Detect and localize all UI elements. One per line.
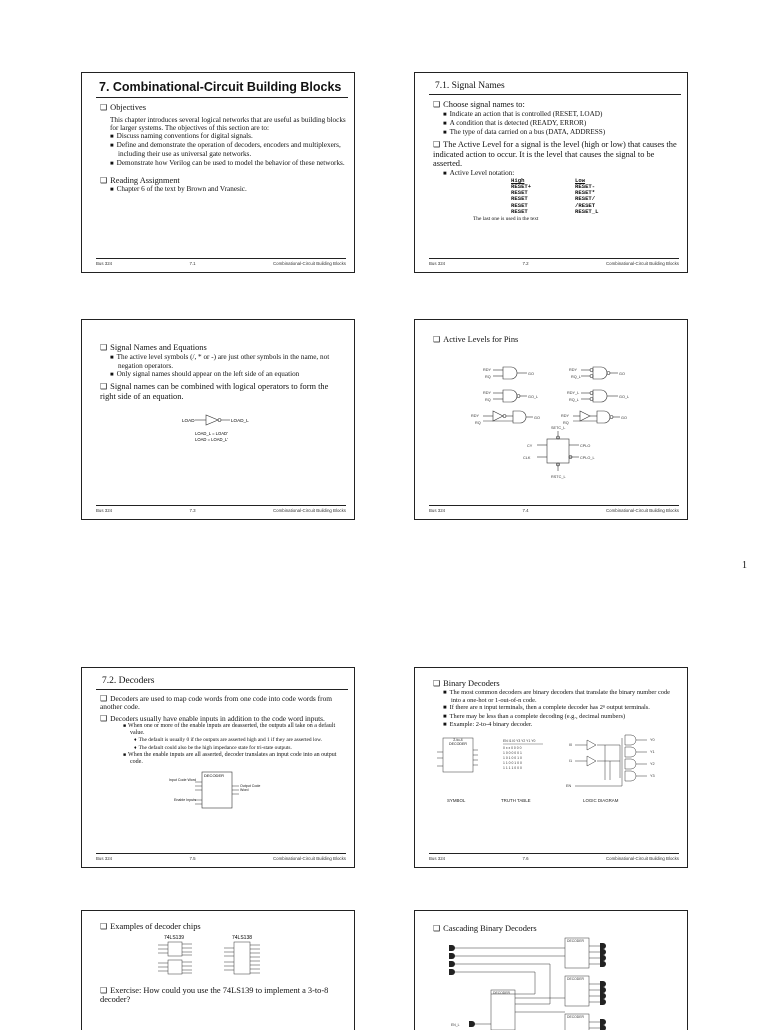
bullet: ■ The type of data carried on a bus (DATA, ADDRESS) — [433, 128, 679, 137]
pin-diagrams — [415, 347, 688, 497]
en-l-label: EN_L — [451, 1023, 460, 1027]
svg-text:I0: I0 — [569, 743, 572, 747]
slide-title: 7.2. Decoders — [102, 676, 348, 686]
caption-logic-diagram: LOGIC DIAGRAM — [583, 798, 619, 803]
chip-label-74ls138: 74LS138 — [232, 935, 252, 941]
slide-7-1 — [81, 72, 355, 273]
bullet: ■ There may be less than a complete decoding (e.g., decimal numbers) — [433, 713, 679, 721]
svg-text:Y3: Y3 — [650, 774, 655, 778]
table-note: The last one is used in the text — [473, 215, 679, 223]
and-gate — [503, 390, 517, 402]
footer-left: Bus 324 — [96, 261, 112, 266]
cell: RESET — [511, 190, 575, 196]
bullet: ■ Demonstrate how Verilog can be used to model the behavior of these networks. — [100, 159, 346, 168]
cell: /RESET — [575, 203, 625, 209]
svg-text:Y0: Y0 — [650, 738, 655, 742]
heading: ❑ Binary Decoders — [433, 679, 679, 689]
cell: RESET+ — [511, 184, 575, 190]
slide-footer — [429, 258, 679, 266]
pin-label: GO_L — [528, 395, 538, 399]
pin-label: CPLO — [580, 444, 590, 448]
block-label: DECODER — [493, 991, 511, 995]
footer-right: Combinational-Circuit Building Blocks — [606, 261, 679, 266]
objectives-heading: ❑ Objectives — [100, 103, 346, 113]
decoder-chips-figure — [82, 932, 355, 984]
slide-decoder-chips — [81, 910, 355, 1030]
truth-row: 0 x x 0 0 0 0 — [503, 746, 522, 750]
slide-7-2 — [414, 72, 688, 273]
and-gate — [625, 771, 636, 781]
pin-label: SETC_L — [551, 426, 565, 430]
page-number: 1 — [742, 560, 747, 571]
chip-box — [234, 942, 250, 974]
sub-bullet: ♦ The default is usually 0 if the outputs are asserted high and 1 if they are asserted low. — [100, 737, 346, 744]
cell: RESET — [511, 203, 575, 209]
slide-footer — [96, 258, 346, 266]
footer-right: Combinational-Circuit Building Blocks — [273, 508, 346, 513]
pin-label: RDY — [483, 368, 491, 372]
pin-label: RQ — [485, 375, 491, 379]
and-gate — [593, 367, 607, 379]
pin-label: GO — [534, 416, 540, 420]
svg-text:I1: I1 — [569, 759, 572, 763]
cell: RESET* — [575, 190, 625, 196]
bullet: ■ Only signal names should appear on the left side of an equation — [100, 370, 346, 379]
slide-footer — [96, 505, 346, 513]
block-label: DECODER — [567, 1015, 585, 1019]
pin-label: GO — [619, 372, 625, 376]
bullet: ■ Example: 2-to-4 binary decoder. — [433, 721, 679, 729]
output-label: Output Code Word — [240, 784, 262, 793]
heading: ❑ Cascading Binary Decoders — [433, 924, 679, 934]
footer-right: Combinational-Circuit Building Blocks — [273, 856, 346, 861]
equation-1: LOAD_L = LOAD' — [195, 431, 228, 436]
pin-label: CLK — [523, 456, 531, 460]
pin-label: RDY — [471, 414, 479, 418]
heading: ❑ Signal Names and Equations — [100, 343, 346, 353]
slide-number: 7.4 — [523, 508, 529, 513]
reading-heading: ❑ Reading Assignment — [100, 176, 346, 186]
and-gate — [625, 759, 636, 769]
and-gate — [625, 747, 636, 757]
heading: ❑ Decoders are used to map code words from one code into code words from another code. — [100, 695, 346, 712]
chip-box — [168, 942, 182, 956]
active-level-table — [511, 178, 679, 215]
slide-7-2-decoders — [81, 667, 355, 868]
footer-left: Bus 324 — [96, 508, 112, 513]
truth-row: 1 1 0 0 1 0 0 — [503, 761, 522, 765]
bullet: ■ A condition that is detected (READY, ERROR) — [433, 119, 679, 128]
inverter-gate — [587, 740, 596, 750]
bullet: ■ When the enable inputs are all asserted, decoder translates an input code into an output code. — [100, 752, 346, 766]
pin-label: RSTC_L — [551, 475, 566, 479]
bullet: ■ Chapter 6 of the text by Brown and Vranesic. — [100, 185, 346, 194]
heading: ❑ Signal names can be combined with logical operators to form the right side of an equation. — [100, 382, 346, 401]
bullet: ■ When one or more of the enable inputs are deasserted, the outputs all take on a default value. — [100, 723, 346, 737]
caption-truth-table: TRUTH TABLE — [501, 798, 531, 803]
slide-active-levels-pins — [414, 319, 688, 520]
heading: ❑ Examples of decoder chips — [100, 922, 346, 932]
cascading-decoders-figure — [415, 934, 688, 1030]
footer-right: Combinational-Circuit Building Blocks — [606, 508, 679, 513]
cell: RESET- — [575, 184, 625, 190]
slide-cascading-decoders — [414, 910, 688, 1030]
slide-footer — [96, 853, 346, 861]
buffer-diagram — [82, 405, 355, 455]
and-gate — [597, 411, 610, 423]
and-gate — [503, 367, 517, 379]
intro-text: This chapter introduces several logical networks that are useful as building blocks for larger systems. The objectives of this section are to: — [100, 116, 346, 132]
cell: RESET_L — [575, 209, 625, 215]
slide-number: 7.6 — [523, 856, 529, 861]
pin-label: RDY_L — [567, 391, 579, 395]
slide-title: 7.1. Signal Names — [435, 81, 681, 91]
pin-label: RQ — [563, 421, 569, 425]
footer-right: Combinational-Circuit Building Blocks — [273, 261, 346, 266]
bullet: ■ Define and demonstrate the operation of decoders, encoders and multiplexers, including their use as universal gate networks. — [100, 141, 346, 158]
footer-left: Bus 324 — [429, 508, 445, 513]
inverter-gate — [493, 411, 503, 421]
bullet: ■ The most common decoders are binary decoders that translate the binary number code into a one-hot or 1-out-of-n code. — [433, 689, 679, 705]
footer-right: Combinational-Circuit Building Blocks — [606, 856, 679, 861]
bullet: ■ If there are n input terminals, then a complete decoder has 2ⁿ output terminals. — [433, 704, 679, 712]
truth-row: 1 0 1 0 0 1 0 — [503, 756, 522, 760]
cell: RESET — [511, 196, 575, 202]
col-high: High — [511, 178, 575, 184]
heading: ❑ Active Levels for Pins — [433, 335, 679, 345]
equation-2: LOAD = LOAD_L' — [195, 437, 228, 442]
input-label: Input Code Word — [166, 778, 196, 782]
flip-flop — [547, 439, 569, 463]
bullet: ■ Discuss naming conventions for digital signals. — [100, 132, 346, 141]
slide-number: 7.3 — [190, 508, 196, 513]
slide-title: 7. Combinational-Circuit Building Blocks — [99, 80, 348, 94]
binary-decoder-figures — [415, 730, 688, 820]
truth-header: EN I1 I0 Y3 Y2 Y1 Y0 — [503, 739, 535, 743]
footer-left: Bus 324 — [429, 856, 445, 861]
decoder-block-diagram — [82, 766, 355, 816]
and-gate — [625, 735, 636, 745]
inverter-gate — [587, 756, 596, 766]
footer-left: Bus 324 — [96, 856, 112, 861]
inverter-gate — [580, 411, 590, 421]
chip-box — [168, 960, 182, 974]
pin-label: RDY — [561, 414, 569, 418]
slide-number: 7.2 — [523, 261, 529, 266]
or-gate — [593, 390, 607, 402]
block-label: DECODER — [567, 939, 585, 943]
heading: ❑ The Active Level for a signal is the level (high or low) that causes the indicated action to occur. It is the level that causes the signal to be asserted. — [433, 140, 679, 169]
enable-label: Enable Inputs — [166, 798, 196, 802]
pin-label: RQ — [485, 398, 491, 402]
heading: ❑ Decoders usually have enable inputs in addition to the code word inputs. — [100, 715, 346, 723]
truth-row: 1 1 1 1 0 0 0 — [503, 766, 522, 770]
svg-text:EN: EN — [566, 784, 572, 788]
and-gate — [513, 411, 526, 423]
bullet: ■ Indicate an action that is controlled (RESET, LOAD) — [433, 110, 679, 119]
pin-label: RQ — [475, 421, 481, 425]
pin-label: RQ_L — [571, 375, 581, 379]
bullet: ■ Active Level notation: — [433, 169, 679, 178]
pin-label: RDY — [569, 368, 577, 372]
heading: ❑ Choose signal names to: — [433, 100, 679, 110]
pin-label: RQ_L — [569, 398, 579, 402]
svg-text:Y2: Y2 — [650, 762, 655, 766]
label-load: LOAD — [182, 418, 195, 423]
pin-label: CPLO_L — [580, 456, 595, 460]
slide-number: 7.5 — [190, 856, 196, 861]
symbol-title: 2-to-4 DECODER — [444, 738, 472, 746]
pin-label: GO — [528, 372, 534, 376]
cell: RESET — [511, 209, 575, 215]
label-load-l: LOAD_L — [231, 418, 249, 423]
pin-label: GO — [621, 416, 627, 420]
slide-number: 7.1 — [190, 261, 196, 266]
footer-left: Bus 324 — [429, 261, 445, 266]
svg-text:Y1: Y1 — [650, 750, 655, 754]
cell: RESET/ — [575, 196, 625, 202]
sub-bullet: ♦ The default could also be the high impedance state for tri-state outputs. — [100, 745, 346, 752]
pin-label: CY — [527, 444, 533, 448]
bullet: ■ The active level symbols (/, * or -) are just other symbols in the name, not negation operators. — [100, 353, 346, 370]
slide-footer — [429, 505, 679, 513]
caption-symbol: SYMBOL — [447, 798, 466, 803]
block-label: DECODER — [567, 977, 585, 981]
truth-row: 1 0 0 0 0 0 1 — [503, 751, 522, 755]
slide-footer — [429, 853, 679, 861]
pin-label: RDY — [483, 391, 491, 395]
col-low: Low — [575, 178, 625, 184]
exercise-heading: ❑ Exercise: How could you use the 74LS139 to implement a 3-to-8 decoder? — [100, 986, 346, 1005]
block-label: DECODER — [204, 773, 224, 778]
pin-label: GO_L — [619, 395, 629, 399]
slide-signal-names-equations — [81, 319, 355, 520]
slide-binary-decoders — [414, 667, 688, 868]
buffer-gate — [206, 415, 218, 425]
chip-label-74ls139: 74LS139 — [164, 935, 184, 941]
